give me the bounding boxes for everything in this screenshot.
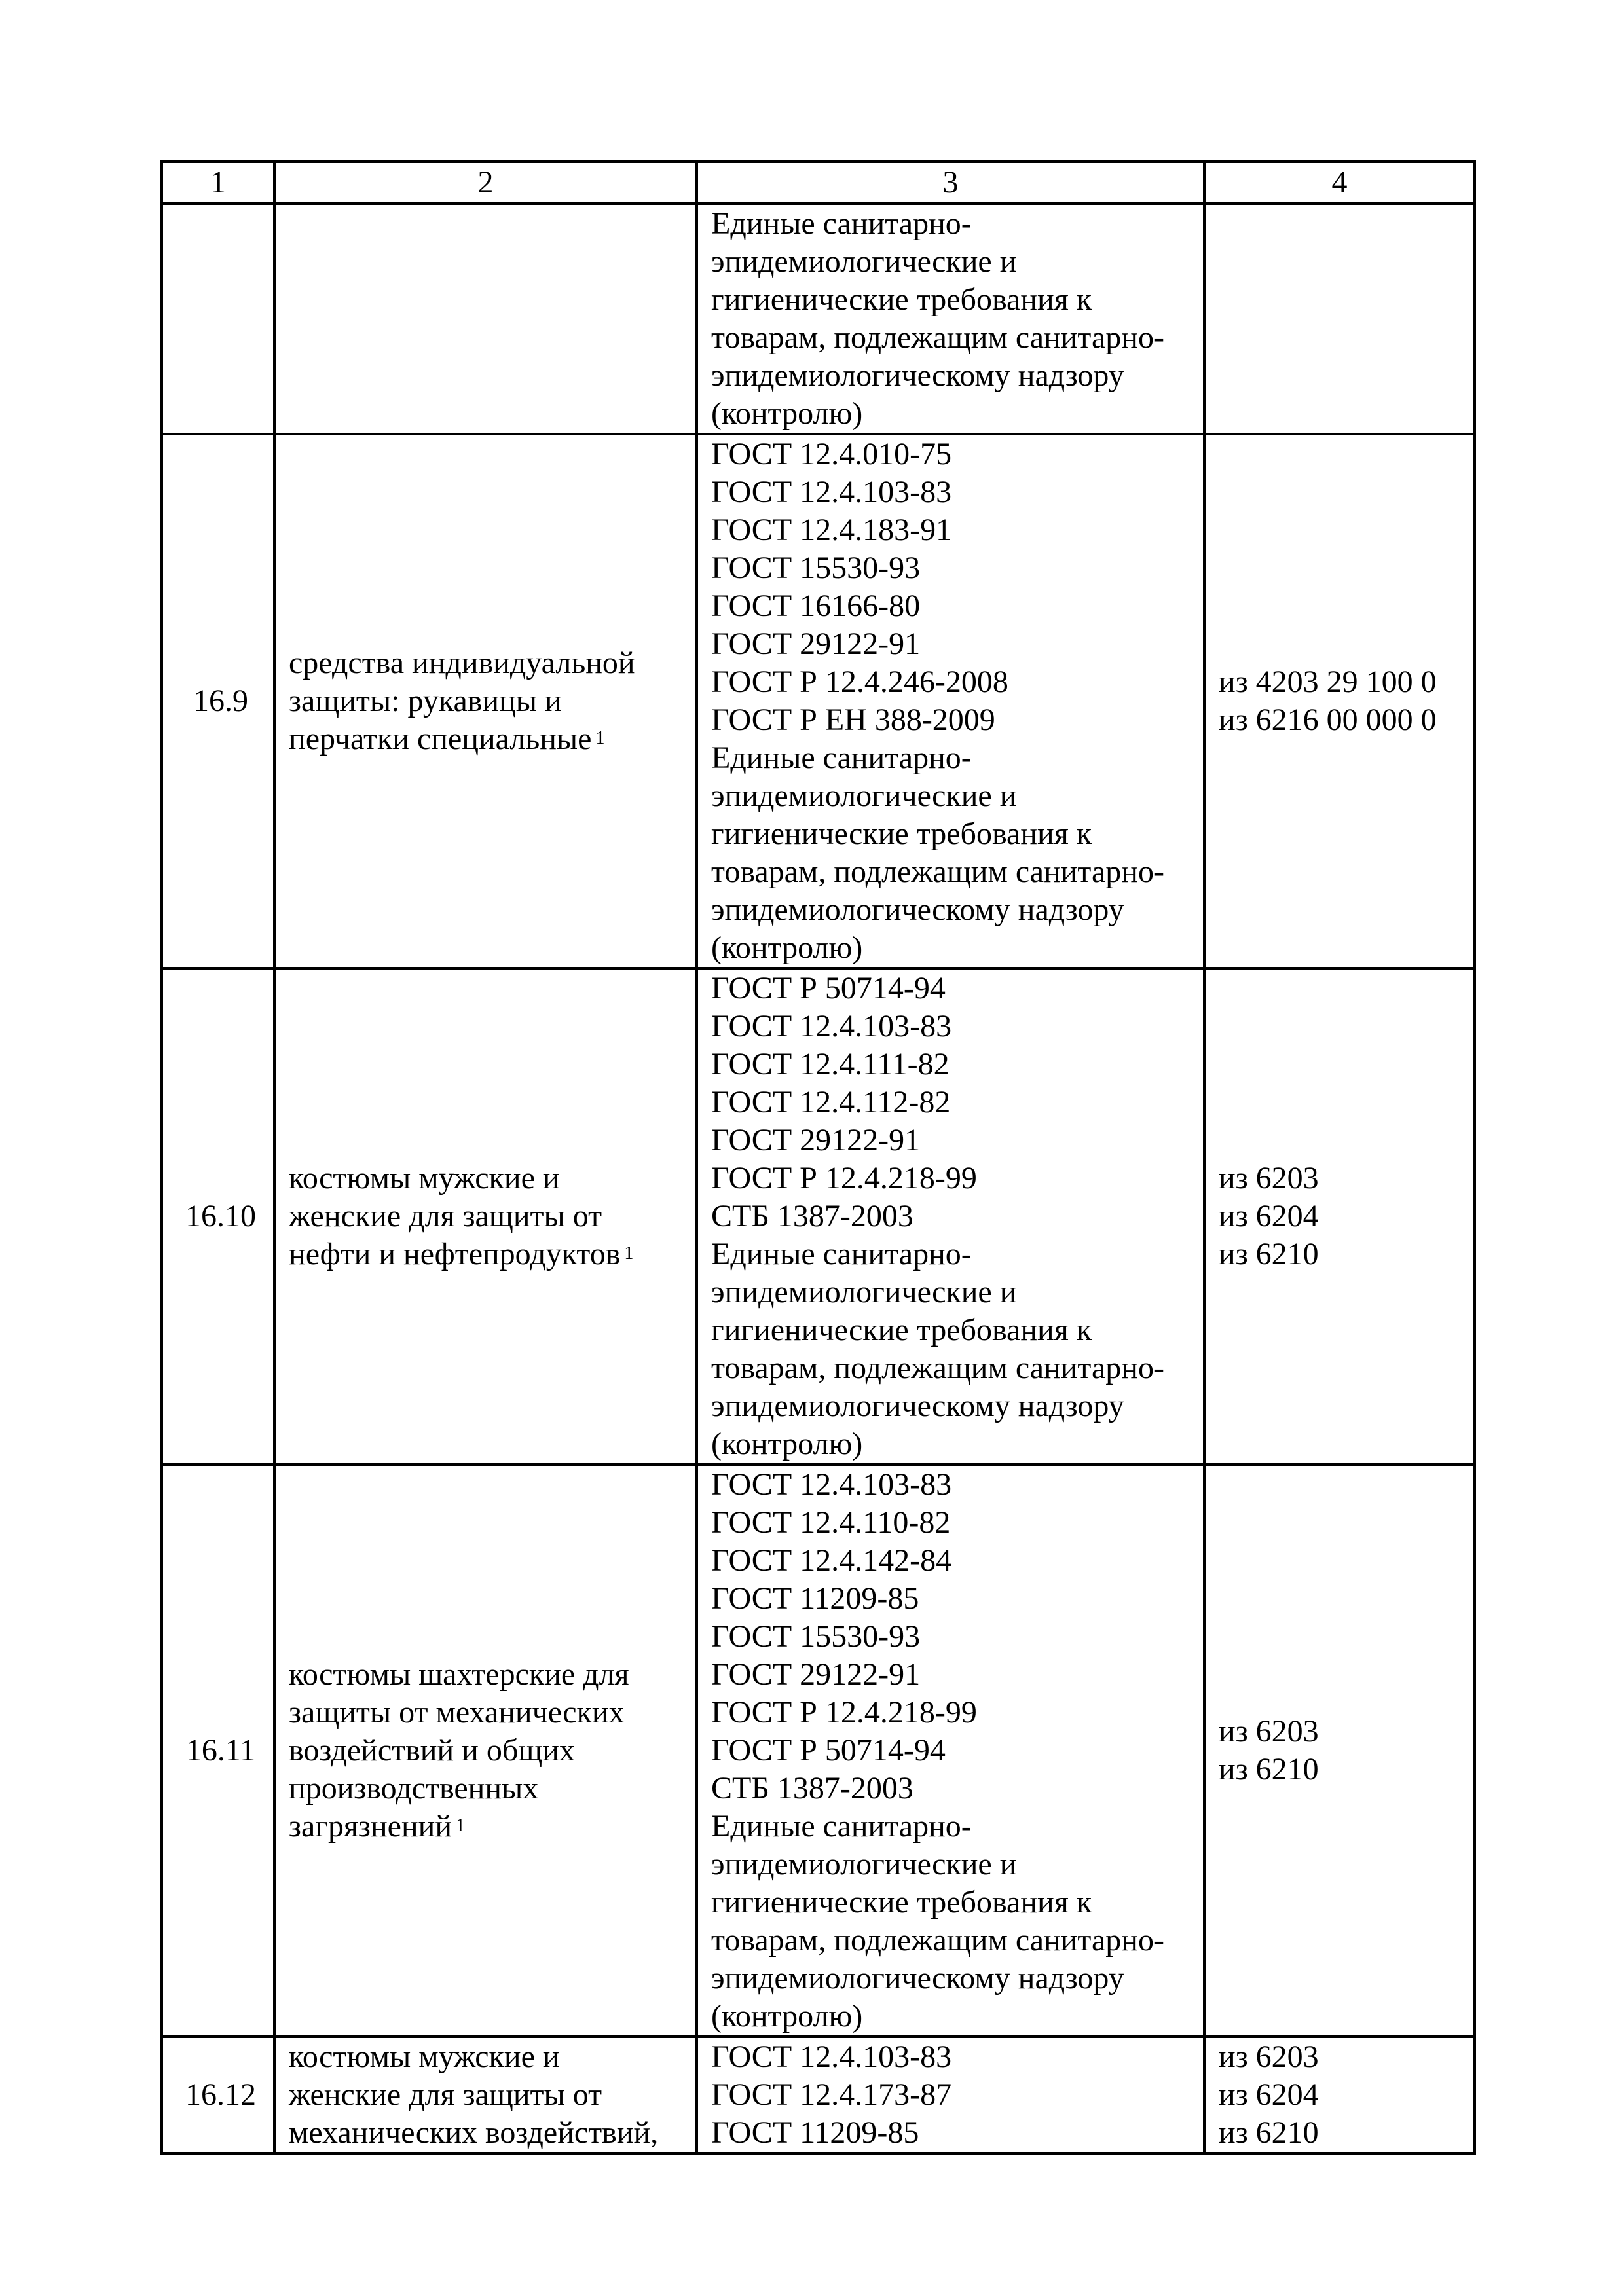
standard-line: товарам, подлежащим санитарно- bbox=[711, 1923, 1164, 1958]
standard-line: ГОСТ 12.4.103-83 bbox=[711, 1009, 952, 1044]
table-header bbox=[162, 162, 1475, 204]
row-number: 16.9 bbox=[162, 434, 274, 968]
product-description bbox=[274, 2037, 697, 2153]
standard-line: ГОСТ 11209-85 bbox=[711, 1581, 919, 1616]
header-col-4: 4 bbox=[1204, 162, 1475, 204]
standard-line: Единые санитарно- bbox=[711, 206, 972, 241]
description-line bbox=[289, 1656, 688, 1694]
description-text: женские для защиты от bbox=[289, 1199, 602, 1233]
standard-line: ГОСТ 12.4.173-87 bbox=[711, 2077, 952, 2112]
standard-line: (контролю) bbox=[711, 1427, 863, 1461]
description-text: костюмы мужские и bbox=[289, 2039, 560, 2074]
standard-line: (контролю) bbox=[711, 1999, 863, 2033]
table-row bbox=[162, 968, 1475, 1465]
table-row bbox=[162, 434, 1475, 968]
customs-code-line: из 6210 bbox=[1219, 1237, 1319, 1271]
standard-line: ГОСТ Р 50714-94 bbox=[711, 971, 946, 1006]
standard-line: эпидемиологическому надзору bbox=[711, 1961, 1124, 1995]
row-number: 16.11 bbox=[162, 1465, 274, 2037]
standard-line: ГОСТ 16166-80 bbox=[711, 589, 921, 623]
customs-codes bbox=[1204, 434, 1475, 968]
standard-line: товарам, подлежащим санитарно- bbox=[711, 320, 1164, 355]
standard-line: (контролю) bbox=[711, 396, 863, 431]
standard-line: эпидемиологические и bbox=[711, 244, 1017, 279]
description-line bbox=[289, 682, 688, 720]
standard-line: ГОСТ 15530-93 bbox=[711, 1619, 921, 1654]
description-line bbox=[289, 720, 688, 758]
description-text: защиты от механических bbox=[289, 1695, 625, 1730]
standard-line: эпидемиологическому надзору bbox=[711, 892, 1124, 927]
standard-line: эпидемиологические и bbox=[711, 1847, 1017, 1882]
customs-codes bbox=[1204, 1465, 1475, 2037]
standard-line: Единые санитарно- bbox=[711, 1809, 972, 1844]
description-text: загрязнений bbox=[289, 1809, 452, 1844]
footnote-marker: 1 bbox=[456, 1815, 466, 1836]
standard-line: ГОСТ 15530-93 bbox=[711, 551, 921, 585]
description-text: костюмы шахтерские для bbox=[289, 1657, 629, 1692]
description-text: воздействий и общих bbox=[289, 1733, 575, 1768]
standard-line: гигиенические требования к bbox=[711, 1885, 1092, 1920]
description-text: перчатки специальные bbox=[289, 721, 592, 756]
standard-line: ГОСТ 12.4.111-82 bbox=[711, 1047, 950, 1082]
customs-codes bbox=[1204, 204, 1475, 434]
standard-line: эпидемиологические и bbox=[711, 778, 1017, 813]
description-text: нефти и нефтепродуктов bbox=[289, 1237, 621, 1271]
table-row bbox=[162, 2037, 1475, 2153]
standard-line: ГОСТ 29122-91 bbox=[711, 627, 921, 661]
standard-line: товарам, подлежащим санитарно- bbox=[711, 1351, 1164, 1385]
customs-code-line: из 6204 bbox=[1219, 1199, 1319, 1233]
description-text: костюмы мужские и bbox=[289, 1161, 560, 1195]
table-row bbox=[162, 204, 1475, 434]
customs-code-line: из 6203 bbox=[1219, 1714, 1319, 1749]
product-description bbox=[274, 204, 697, 434]
header-col-3: 3 bbox=[697, 162, 1204, 204]
description-line bbox=[289, 1694, 688, 1732]
description-line bbox=[289, 1808, 688, 1846]
customs-code-line: из 4203 29 100 0 bbox=[1219, 665, 1437, 699]
standard-line: ГОСТ 12.4.142-84 bbox=[711, 1543, 952, 1578]
standard-line: гигиенические требования к bbox=[711, 282, 1092, 317]
description-line bbox=[289, 2038, 688, 2076]
standard-line: СТБ 1387-2003 bbox=[711, 1199, 913, 1233]
row-number: 16.12 bbox=[162, 2037, 274, 2153]
standard-line: ГОСТ 12.4.103-83 bbox=[711, 1467, 952, 1502]
standard-line: Единые санитарно- bbox=[711, 1237, 972, 1271]
product-description bbox=[274, 434, 697, 968]
standard-line: эпидемиологические и bbox=[711, 1275, 1017, 1309]
table-row bbox=[162, 1465, 1475, 2037]
standard-line: гигиенические требования к bbox=[711, 1313, 1092, 1347]
description-text: механических воздействий, bbox=[289, 2115, 659, 2150]
standards-list bbox=[697, 1465, 1204, 2037]
customs-code-line: из 6204 bbox=[1219, 2077, 1319, 2112]
product-description bbox=[274, 1465, 697, 2037]
goods-standards-table bbox=[160, 160, 1476, 2155]
description-line bbox=[289, 644, 688, 682]
standard-line: ГОСТ 11209-85 bbox=[711, 2115, 919, 2150]
row-number bbox=[162, 204, 274, 434]
standard-line: ГОСТ 12.4.183-91 bbox=[711, 513, 952, 547]
description-text: женские для защиты от bbox=[289, 2077, 602, 2112]
description-text: защиты: рукавицы и bbox=[289, 683, 562, 718]
customs-code-line: из 6203 bbox=[1219, 2039, 1319, 2074]
standard-line: ГОСТ 12.4.110-82 bbox=[711, 1505, 951, 1540]
header-row bbox=[162, 162, 1475, 204]
description-line bbox=[289, 1159, 688, 1197]
standards-list bbox=[697, 434, 1204, 968]
standard-line: эпидемиологическому надзору bbox=[711, 1389, 1124, 1423]
standard-line: ГОСТ Р ЕН 388-2009 bbox=[711, 702, 995, 737]
standard-line: ГОСТ Р 12.4.246-2008 bbox=[711, 665, 1008, 699]
header-col-1: 1 bbox=[162, 162, 274, 204]
customs-code-line: из 6203 bbox=[1219, 1161, 1319, 1195]
standard-line: товарам, подлежащим санитарно- bbox=[711, 854, 1164, 889]
customs-codes bbox=[1204, 968, 1475, 1465]
standards-list bbox=[697, 2037, 1204, 2153]
standard-line: ГОСТ 12.4.112-82 bbox=[711, 1085, 951, 1120]
description-line bbox=[289, 1197, 688, 1235]
header-col-2: 2 bbox=[274, 162, 697, 204]
customs-code-line: из 6216 00 000 0 bbox=[1219, 702, 1437, 737]
description-line bbox=[289, 2076, 688, 2114]
standard-line: ГОСТ Р 12.4.218-99 bbox=[711, 1695, 977, 1730]
standards-list bbox=[697, 968, 1204, 1465]
customs-code-line: из 6210 bbox=[1219, 1752, 1319, 1787]
standard-line: гигиенические требования к bbox=[711, 816, 1092, 851]
standards-list bbox=[697, 204, 1204, 434]
description-line bbox=[289, 1732, 688, 1770]
standard-line: ГОСТ 12.4.103-83 bbox=[711, 2039, 952, 2074]
standard-line: (контролю) bbox=[711, 930, 863, 965]
standard-line: ГОСТ Р 12.4.218-99 bbox=[711, 1161, 977, 1195]
table-body bbox=[162, 204, 1475, 2153]
standard-line: СТБ 1387-2003 bbox=[711, 1771, 913, 1806]
standard-line: ГОСТ Р 50714-94 bbox=[711, 1733, 946, 1768]
standard-line: ГОСТ 12.4.103-83 bbox=[711, 475, 952, 509]
description-line bbox=[289, 1235, 688, 1273]
description-text: средства индивидуальной bbox=[289, 646, 635, 680]
standard-line: ГОСТ 29122-91 bbox=[711, 1657, 921, 1692]
description-line bbox=[289, 2114, 688, 2152]
footnote-marker: 1 bbox=[595, 728, 605, 748]
customs-code-line: из 6210 bbox=[1219, 2115, 1319, 2150]
standard-line: Единые санитарно- bbox=[711, 740, 972, 775]
customs-codes bbox=[1204, 2037, 1475, 2153]
footnote-marker: 1 bbox=[624, 1243, 634, 1264]
standard-line: эпидемиологическому надзору bbox=[711, 358, 1124, 393]
standard-line: ГОСТ 29122-91 bbox=[711, 1123, 921, 1157]
description-line bbox=[289, 1770, 688, 1808]
description-text: производственных bbox=[289, 1771, 539, 1806]
product-description bbox=[274, 968, 697, 1465]
row-number: 16.10 bbox=[162, 968, 274, 1465]
standard-line: ГОСТ 12.4.010-75 bbox=[711, 437, 952, 471]
